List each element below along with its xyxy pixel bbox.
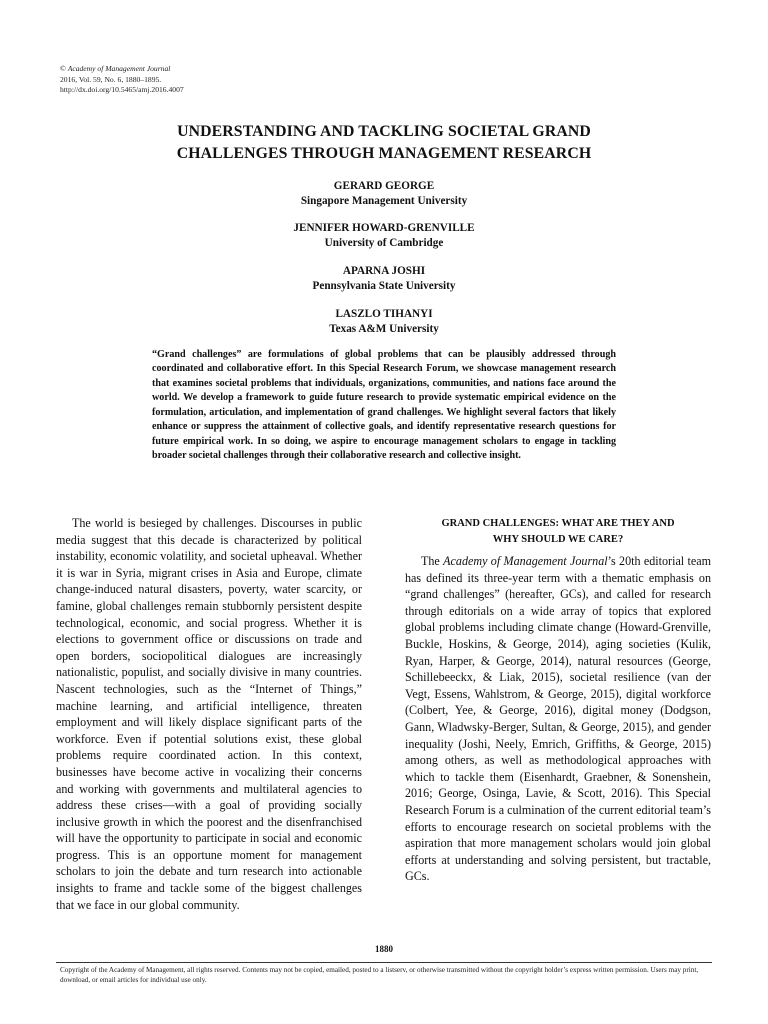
author-name: JENNIFER HOWARD-GRENVILLE [293,222,475,234]
section-heading-line-2: WHY SHOULD WE CARE? [492,533,624,545]
page-number: 1880 [375,944,393,954]
author-block-1 [0,179,768,209]
footer-divider [56,962,712,963]
author-affiliation: Texas A&M University [329,323,439,335]
author-name: LASZLO TIHANYI [335,308,433,320]
journal-name-line [60,64,184,75]
paper-title [0,121,768,164]
journal-doi: http://dx.doi.org/10.5465/amj.2016.4007 [60,85,184,95]
copyright-notice: Copyright of the Academy of Management, all rights reserved. Contents may not be copied, emailed, posted to a listserv, or otherwise transmitted without the copyright holder’s express written permission. Users may print, download, or email articles for individual use only. [60,966,699,984]
author-affiliation: Singapore Management University [300,195,468,207]
author-block-3 [0,264,768,294]
paper-title-line-2: CHALLENGES THROUGH MANAGEMENT RESEARCH [176,144,592,162]
body-text-left-column: The world is besieged by challenges. Discourses in public media suggest that this decade is characterized by political instability, economic volatility, and societal upheaval. Whether it is war in Syria, migrant crises in Asia and Europe, climate change-induced natural disasters, poverty, water scarcity, or famine, global challenges remain stubbornly persistent despite technological, economic, and social progress. Whether it is elections to government office or discussions on trade and open borders, sociopolitical dialogues are increasingly nationalistic, populist, and socially divisive in many countries. Nascent technologies, such as the “Internet of Things,” machine learning, and artificial intelligence, threaten employment and will likely displace significant parts of the workforce. Even if potential solutions exist, these global problems require coordinated action. In this context, businesses have become active in vocalizing their concerns and working with governments and multilateral agencies to address these crises—with a goal of providing socially inclusive growth in which the poorest and the disenfranchised will have the opportunity to participate in social and economic progress. This is an opportune moment for management scholars to join the debate and turn research into actionable insights to frame and tackle some of the biggest challenges that we face in our global community. [56,516,362,912]
journal-name: Academy of Management Journal [67,64,171,73]
author-block-4 [0,307,768,337]
journal-title-italic: Academy of Management Journal [443,554,608,568]
author-affiliation: University of Cambridge [324,237,444,249]
journal-citation [60,64,184,96]
author-block-2 [0,221,768,251]
author-name: APARNA JOSHI [342,265,426,277]
journal-issue: 2016, Vol. 59, No. 6, 1880–1895. [60,74,162,84]
section-heading-line-1: GRAND CHALLENGES: WHAT ARE THEY AND [441,518,675,529]
author-affiliation: Pennsylvania State University [312,280,456,292]
body-text-right-column [405,553,711,885]
copyright-symbol: © [60,64,66,73]
body-right-text: ’s 20th editorial team has defined its three-year term with a thematic emphasis on “grand challenges” (hereafter, GCs), and called for research through editorials on a wide array of topics that explored global problems including climate change (Howard-Grenville, Buckle, Hoskins, & George, 2014), aging societies (Kulik, Ryan, Harper, & George, 2014), natural resources (George, Schillebeeckx, & Liak, 2015), societal resilience (van der Vegt, Essens, Wahlstrom, & George, 2015), digital workforce (Colbert, Yee, & George, 2016), digital money (Dodgson, Gann, Wladwsky-Berger, Sultan, & George, 2015), and gender inequality (Joshi, Neely, Emrich, Griffiths, & George, 2015) among others, as well as methodological approaches with which to tackle them (Eisenhardt, Graebner, & Sonenshein, 2016; George, Osinga, Lavie, & Scott, 2016). This Special Research Forum is a culmination of the current editorial team’s efforts to encourage research on societal problems with the aspiration that more management scholars would join global efforts at understanding and solving persistent, but tractable, GCs. [405,554,712,884]
abstract: “Grand challenges” are formulations of global problems that can be plausibly addressed through coordinated and collaborative effort. In this Special Research Forum, we showcase management research that examines societal problems that individuals, organizations, communities, and nations face around the world. We develop a framework to guide future research to provide systematic empirical evidence on the formulation, articulation, and implementation of grand challenges. We highlight several factors that likely enhance or suppress the attainment of collective goals, and identify representative research questions for future empirical work. In so doing, we aspire to encourage management scholars to engage in tackling broader societal challenges through their collaborative research and collective insight. [152,349,616,462]
section-heading [405,516,711,547]
author-name: GERARD GEORGE [333,180,435,192]
body-right-lead: The [421,554,444,568]
paper-title-line-1: UNDERSTANDING AND TACKLING SOCIETAL GRAND [177,123,591,140]
